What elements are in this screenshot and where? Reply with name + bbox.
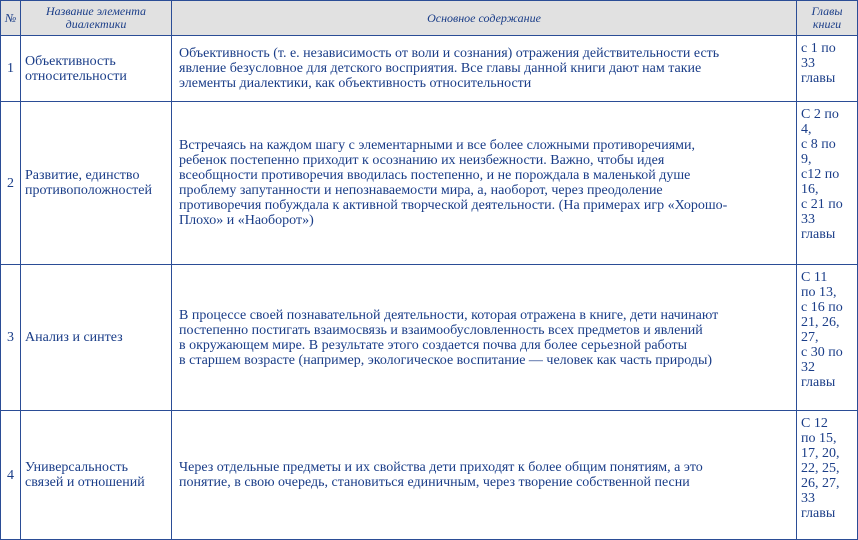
table-row xyxy=(1,36,858,102)
row-content: В процессе своей познавательной деятельности, которая отражена в книге, дети начинают постепенно постигать взаимосвязь и взаимообусловленность всех предметов и явлений в окружающем мире. В результате этого создается почва для более серьезной работы в старшем возрасте (например, экологическое воспитание — человек как часть природы) xyxy=(172,265,797,411)
row-chapters: С 12 по 15, 17, 20, 22, 25, 26, 27, 33 главы xyxy=(797,411,858,540)
row-element: Универсальность связей и отношений xyxy=(21,411,172,540)
row-element: Объективность относительности xyxy=(21,36,172,102)
table-row xyxy=(1,102,858,265)
header-chapters: Главы книги xyxy=(797,1,858,36)
table-header-row xyxy=(1,1,858,36)
header-element: Название элемента диалектики xyxy=(21,1,172,36)
row-content: Через отдельные предметы и их свойства дети приходят к более общим понятиям, а это понятие, в свою очередь, становиться единичным, через творение собственной песни xyxy=(172,411,797,540)
row-number: 1 xyxy=(1,36,21,102)
row-number: 2 xyxy=(1,102,21,265)
row-content: Встречаясь на каждом шагу с элементарными и все более сложными противоречиями, ребенок постепенно приходит к осознанию их неизбежности. Важно, чтобы идея всеобщности противоречия вводилась постепенно, и не порождала в маленькой душе проблему запутанности и непознаваемости мира, а, наоборот, через преодоление противоречия побуждала к активной творческой деятельности. (На примерах игр «Хорошо- Плохо» и «Наоборот») xyxy=(172,102,797,265)
row-chapters: с 1 по 33 главы xyxy=(797,36,858,102)
row-number: 4 xyxy=(1,411,21,540)
row-content: Объективность (т. е. независимость от воли и сознания) отражения действительности есть явление безусловное для детского восприятия. Все главы данной книги дают нам такие элементы диалектики, как объективность относительности xyxy=(172,36,797,102)
row-number: 3 xyxy=(1,265,21,411)
header-number: № xyxy=(1,1,21,36)
table-row xyxy=(1,411,858,540)
row-chapters: С 2 по 4, с 8 по 9, с12 по 16, с 21 по 33 главы xyxy=(797,102,858,265)
header-content: Основное содержание xyxy=(172,1,797,36)
row-element: Анализ и синтез xyxy=(21,265,172,411)
row-chapters: С 11 по 13, с 16 по 21, 26, 27, с 30 по 32 главы xyxy=(797,265,858,411)
table-row xyxy=(1,265,858,411)
row-element: Развитие, единство противоположностей xyxy=(21,102,172,265)
